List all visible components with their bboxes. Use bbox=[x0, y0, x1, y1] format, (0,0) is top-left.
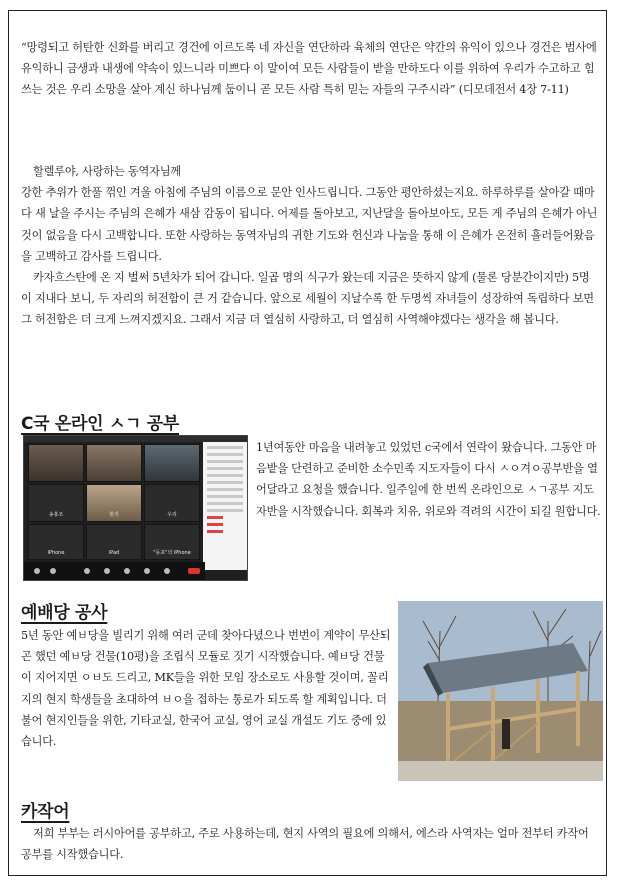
meeting-controls-bar bbox=[24, 562, 205, 580]
video-tile: iPhone bbox=[28, 524, 84, 560]
video-tile: 송홍조 bbox=[28, 484, 84, 522]
video-tile: "동포"의 iPhone bbox=[144, 524, 200, 560]
newsletter-page bbox=[8, 10, 607, 876]
zoom-meeting-screenshot bbox=[23, 435, 248, 581]
salutation: 할렐루야, 사랑하는 동역자님께 bbox=[33, 165, 181, 178]
online-study-heading: C국 온라인 ㅅㄱ 공부 bbox=[21, 414, 180, 434]
greeting-paragraph-2: 카자흐스탄에 온 지 벌써 5년차가 되어 갑니다. 일곱 명의 식구가 왔는데 지금은 뜻하지 않게 (물론 당분간이지만) 5명이 지내다 보니, 두 자리의 허전함이 큰 거 같습니다. 앞으로 세월이 지날수록 한 두명씩 자녀들이 성장하여 독립하다 보면 그 허전함은 더 크게 느껴지겠지요. 그래서 지금 더 열심히 사랑하고, 더 열심히 사역해야겠다는 생각을 해 봅니다. bbox=[21, 271, 594, 327]
participants-panel bbox=[203, 442, 247, 570]
church-construction-heading: 예배당 공사 bbox=[21, 603, 108, 623]
video-tile: 현지 bbox=[86, 484, 142, 522]
scripture-quote: “망령되고 허탄한 신화를 버리고 경건에 이르도록 네 자신을 연단하라 육체의 연단은 약간의 유익이 있으나 경건은 범사에 유익하니 금생과 내생에 약속이 있느니라 미쁘다 이 말이여 모든 사람들이 받을 만하도다 이를 위하여 우리가 수고하고 힘쓰는 것은 우리 소망을 살아 계신 하나님께 둠이니 곧 모든 사람 특히 믿는 자들의 구주시라” (디모데전서 4장 7-11) bbox=[21, 41, 597, 97]
kazakh-language-heading: 카작어 bbox=[21, 802, 70, 822]
kazakh-language-body: 저희 부부는 러시아어를 공부하고, 주로 사용하는데, 현지 사역의 필요에 의해서, 에스라 사역자는 얼마 전부터 카작어 공부를 시작했습니다. bbox=[21, 827, 589, 862]
online-study-body: 1년여동안 마음을 내려놓고 있었던 c국에서 연락이 왔습니다. 그동안 마음밭을 단련하고 준비한 소수민족 지도자들이 다시 ㅅㅇ겨ㅇ공부반을 열어달라고 요청을 했습니다. 일주일에 한 번씩 온라인으로 ㅅㄱ공부 지도자반을 시작했습니다. 회복과 치유, 위로와 격려의 시간이 되길 원합니다. bbox=[256, 441, 601, 518]
church-construction-body: 5년 동안 예ㅂ당을 빌리기 위해 여러 군데 찾아다녔으나 번번이 계약이 무산되곤 했던 예ㅂ당 건물(10평)을 조립식 모듈로 짓기 시작했습니다. 예ㅂ당 건물이 지어지면 ㅇㅂ도 드리고, MK들을 위한 모임 장소로도 사용할 것이며, 꼴리지의 현지 학생들을 초대하여 ㅂㅇ을 접하는 통로가 되도록 할 계획입니다. 더불어 현지인들을 위한, 기타교실, 한국어 교실, 영어 교실 개설도 기도 중에 있습니다. bbox=[21, 629, 391, 749]
construction-photo bbox=[398, 601, 603, 781]
video-tile bbox=[28, 444, 84, 482]
greeting-section bbox=[21, 161, 599, 331]
video-tile bbox=[144, 444, 200, 482]
greeting-paragraph-1: 강한 추위가 한풀 꺾인 겨울 아침에 주님의 이름으로 문안 인사드립니다. 그동안 평안하셨는지요. 하루하루를 살아갈 때마다 새 날을 주시는 주님의 은혜가 새삼 감동이 됩니다. 어제를 돌아보고, 지난달을 돌아보아도, 모든 게 주님의 은혜가 아닌 것이 없음을 다시 고백합니다. 또한 사랑하는 동역자님의 귀한 기도와 헌신과 나눔을 통해 이 은혜가 온전히 흘러들어왔음을 고백하고 감사를 드립니다. bbox=[21, 186, 598, 263]
video-tile: iPad bbox=[86, 524, 142, 560]
video-tile: 우리 bbox=[144, 484, 200, 522]
video-tile bbox=[86, 444, 142, 482]
